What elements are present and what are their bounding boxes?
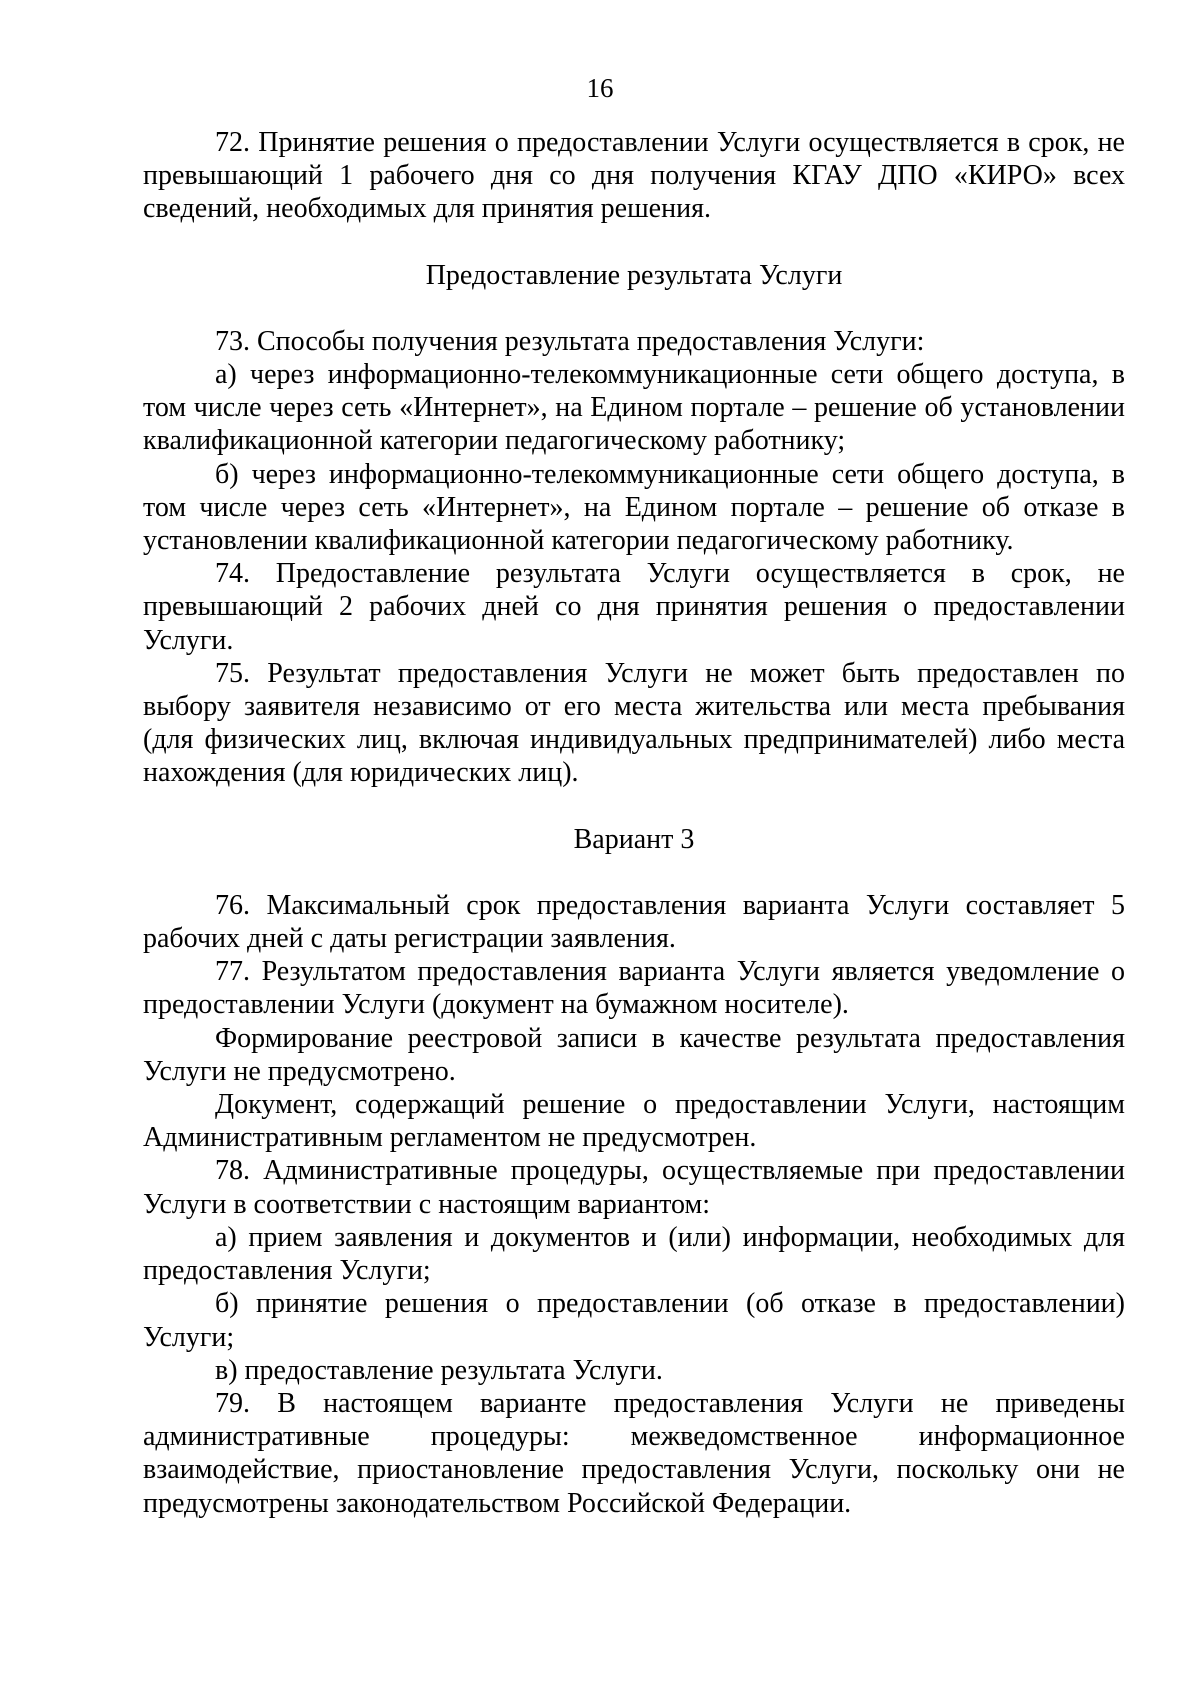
paragraph-77-register: Формирование реестровой записи в качестве результата предоставления Услуги не предусмотрено.: [143, 1022, 1125, 1087]
paragraph-78-a: а) прием заявления и документов и (или) информации, необходимых для предоставления Услуги;: [143, 1221, 1125, 1287]
paragraph-79-rest: взаимодействие, приостановление предоставления Услуги, поскольку они не предусмотрены законодательством Российской Федерации.: [143, 1454, 1125, 1519]
paragraph-78: 78. Административные процедуры, осуществляемые при предоставлении Услуги в соответствии с настоящим вариантом:: [143, 1155, 1125, 1220]
paragraph-78-c: в) предоставление результата Услуги.: [215, 1354, 663, 1386]
section-heading-result: Предоставление результата Услуги: [425, 259, 843, 291]
page-number: 16: [586, 73, 614, 103]
paragraph-76: 76. Максимальный срок предоставления варианта Услуги составляет 5 рабочих дней с даты регистрации заявления.: [143, 889, 1125, 955]
paragraph-77: 77. Результатом предоставления варианта Услуги является уведомление о предоставлении Услуги (документ на бумажном носителе).: [143, 956, 1125, 1021]
paragraph-75: 75. Результат предоставления Услуги не может быть предоставлен по выбору заявителя независимо от его места жительства или места пребывания (для физических лиц, включая индивидуальных предпринимателей) либо места нахождения (для юридических лиц).: [143, 657, 1125, 789]
document-body: [143, 126, 1125, 1520]
paragraph-79: [143, 1387, 1125, 1520]
section-heading-variant-3: Вариант 3: [573, 823, 695, 855]
paragraph-79-line-1: 79. В настоящем варианте предоставления Услуги не приведены: [215, 1387, 1125, 1419]
paragraph-79-line-2: административные процедуры: межведомственное информационное: [143, 1421, 1125, 1453]
paragraph-72: 72. Принятие решения о предоставлении Услуги осуществляется в срок, не превышающий 1 рабочего дня со дня получения КГАУ ДПО «КИРО» всех сведений, необходимых для принятия решения.: [143, 127, 1125, 225]
paragraph-78-b: б) принятие решения о предоставлении (об отказе в предоставлении) Услуги;: [143, 1288, 1125, 1353]
paragraph-73: 73. Способы получения результата предоставления Услуги:: [215, 325, 925, 357]
paragraph-73-b: б) через информационно-телекоммуникационные сети общего доступа, в том числе через сеть «Интернет», на Едином портале – решение об отказе в установлении квалификационной категории педагогическому работнику.: [143, 458, 1125, 557]
paragraph-73-a: а) через информационно-телекоммуникационные сети общего доступа, в том числе через сеть «Интернет», на Едином портале – решение об установлении квалификационной категории педагогическому работнику;: [143, 359, 1125, 457]
paragraph-74: 74. Предоставление результата Услуги осуществляется в срок, не превышающий 2 рабочих дней со дня принятия решения о предоставлении Услуги.: [143, 558, 1125, 656]
paragraph-77-document: Документ, содержащий решение о предоставлении Услуги, настоящим Административным регламентом не предусмотрен.: [143, 1089, 1125, 1154]
